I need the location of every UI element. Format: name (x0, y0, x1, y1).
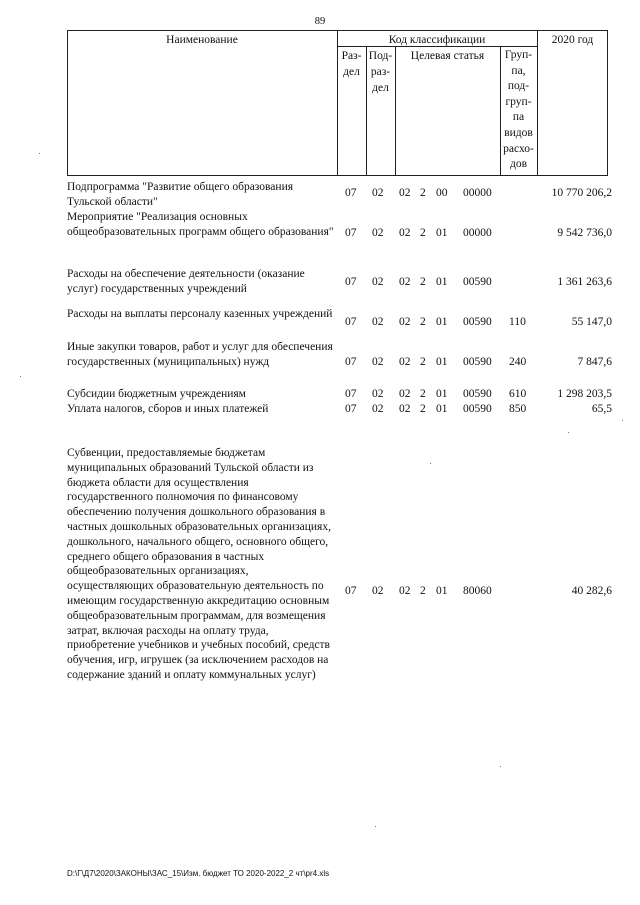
row-program: 02 (399, 403, 411, 415)
row-program: 02 (399, 388, 411, 400)
scan-speck (430, 463, 431, 464)
row-program: 02 (399, 276, 411, 288)
row-razdel: 07 (345, 316, 357, 328)
row-osn-meropriyatie: 01 (436, 356, 448, 368)
row-razdel: 07 (345, 187, 357, 199)
header-right-border (607, 30, 608, 176)
file-path-footer: D:\Г\Д7\2020\ЗАКОНЫ\ЗАС_15\Изм. бюджет ТО 2020-2022_2 чт\pr4.xls (67, 869, 330, 878)
row-sum: 9 542 736,0 (557, 227, 612, 239)
page-number: 89 (314, 16, 326, 27)
row-podrazdel: 02 (372, 187, 384, 199)
row-name: Расходы на обеспечение деятельности (оказание услуг) государственных учреждений (67, 268, 305, 295)
row-osn-meropriyatie: 01 (436, 276, 448, 288)
row-razdel: 07 (345, 227, 357, 239)
row-sum: 40 282,6 (571, 585, 612, 597)
row-napravlenie: 80060 (463, 585, 492, 597)
row-subprogram: 2 (420, 356, 426, 368)
header-left-border (67, 30, 68, 176)
row-napravlenie: 00590 (463, 276, 492, 288)
table-header (67, 30, 608, 176)
row-program: 02 (399, 356, 411, 368)
row-vid-rashodov: 610 (509, 388, 527, 400)
header-col-divider (395, 46, 396, 176)
row-napravlenie: 00590 (463, 316, 492, 328)
row-razdel: 07 (345, 388, 357, 400)
row-subprogram: 2 (420, 316, 426, 328)
row-vid-rashodov: 240 (509, 356, 527, 368)
row-subprogram: 2 (420, 585, 426, 597)
row-subprogram: 2 (420, 403, 426, 415)
row-program: 02 (399, 316, 411, 328)
row-osn-meropriyatie: 01 (436, 227, 448, 239)
row-napravlenie: 00000 (463, 227, 492, 239)
row-name: Уплата налогов, сборов и иных платежей (67, 403, 269, 415)
row-napravlenie: 00590 (463, 388, 492, 400)
scan-speck (622, 420, 623, 421)
scan-speck (568, 432, 569, 433)
row-name: Подпрограмма "Развитие общего образования Тульской области" (67, 181, 294, 208)
header-kod-klassifikacii: Код классификации (388, 34, 486, 46)
row-osn-meropriyatie: 01 (436, 388, 448, 400)
row-subprogram: 2 (420, 227, 426, 239)
row-osn-meropriyatie: 01 (436, 316, 448, 328)
header-gruppa: Груп- па, под- груп- па видов расхо- дов (503, 49, 534, 171)
row-napravlenie: 00590 (463, 403, 492, 415)
scan-speck (500, 766, 501, 767)
scan-speck (20, 376, 21, 377)
scan-speck (375, 826, 376, 827)
header-year: 2020 год (551, 34, 594, 46)
row-osn-meropriyatie: 00 (436, 187, 448, 199)
row-sum: 1 361 263,6 (557, 276, 612, 288)
row-podrazdel: 02 (372, 403, 384, 415)
row-subprogram: 2 (420, 388, 426, 400)
row-subprogram: 2 (420, 187, 426, 199)
row-razdel: 07 (345, 403, 357, 415)
row-program: 02 (399, 227, 411, 239)
row-name: Субвенции, предоставляемые бюджетам муниципальных образований Тульской области из бюджета области для осуществления государственного полномочия по финансовому обеспечению получения дошкольного образования в частных дошкольных образовательных организациях, дошкольного, начального общего, основного общего, среднего общего образования в частных общеобразовательных организациях, осуществляющих образовательную деятельность по имеющим государственную аккредитацию основным общеобразовательным программам, для возмещения затрат, включая расходы на оплату труда, приобретение учебников и учебных пособий, средств обучения, игр, игрушек (за исключением расходов на содержание зданий и оплату коммунальных услуг) (67, 447, 331, 681)
row-podrazdel: 02 (372, 227, 384, 239)
row-sum: 10 770 206,2 (551, 187, 612, 199)
row-name: Мероприятие "Реализация основных общеобразовательных программ общего образования" (67, 211, 334, 238)
header-razdel: Раз- дел (341, 50, 362, 78)
row-name: Иные закупки товаров, работ и услуг для обеспечения государственных (муниципальных) нужд (67, 341, 333, 368)
row-razdel: 07 (345, 585, 357, 597)
row-vid-rashodov: 110 (509, 316, 526, 328)
row-program: 02 (399, 585, 411, 597)
row-osn-meropriyatie: 01 (436, 403, 448, 415)
row-podrazdel: 02 (372, 356, 384, 368)
row-podrazdel: 02 (372, 585, 384, 597)
row-name: Расходы на выплаты персоналу казенных учреждений (67, 308, 333, 320)
row-vid-rashodov: 850 (509, 403, 527, 415)
row-podrazdel: 02 (372, 388, 384, 400)
row-name: Субсидии бюджетным учреждениям (67, 388, 246, 400)
header-naimenovanie: Наименование (166, 34, 238, 46)
scan-speck (39, 153, 40, 154)
row-subprogram: 2 (420, 276, 426, 288)
row-razdel: 07 (345, 276, 357, 288)
row-program: 02 (399, 187, 411, 199)
row-sum: 1 298 203,5 (557, 388, 612, 400)
row-podrazdel: 02 (372, 276, 384, 288)
row-osn-meropriyatie: 01 (436, 585, 448, 597)
header-podrazdel: Под- раз- дел (368, 50, 393, 94)
row-sum: 65,5 (591, 403, 612, 415)
row-napravlenie: 00000 (463, 187, 492, 199)
row-razdel: 07 (345, 356, 357, 368)
header-celevaya-statya: Целевая статья (410, 50, 485, 62)
row-sum: 7 847,6 (577, 356, 612, 368)
row-sum: 55 147,0 (571, 316, 612, 328)
header-col-divider (537, 30, 538, 176)
row-podrazdel: 02 (372, 316, 384, 328)
row-napravlenie: 00590 (463, 356, 492, 368)
